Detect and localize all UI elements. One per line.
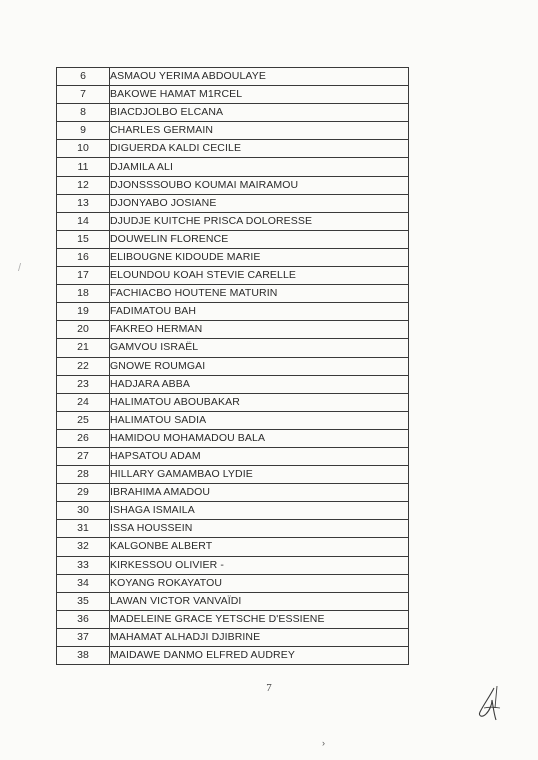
- person-name: ASMAOU YERIMA ABDOULAYE: [110, 68, 409, 86]
- row-number: 15: [57, 230, 110, 248]
- table-row: [57, 158, 409, 176]
- table-row: [57, 466, 409, 484]
- person-name: KOYANG ROKAYATOU: [110, 574, 409, 592]
- person-name: DJAMILA ALI: [110, 158, 409, 176]
- table-row: [57, 484, 409, 502]
- person-name: DJUDJE KUITCHE PRISCA DOLORESSE: [110, 212, 409, 230]
- person-name: ISSA HOUSSEIN: [110, 520, 409, 538]
- person-name: DJONYABO JOSIANE: [110, 194, 409, 212]
- table-row: [57, 140, 409, 158]
- person-name: CHARLES GERMAIN: [110, 122, 409, 140]
- person-name: BIACDJOLBO ELCANA: [110, 104, 409, 122]
- row-number: 28: [57, 466, 110, 484]
- row-number: 13: [57, 194, 110, 212]
- table-row: [57, 122, 409, 140]
- table-row: [57, 538, 409, 556]
- row-number: 6: [57, 68, 110, 86]
- table-row: [57, 230, 409, 248]
- table-row: [57, 339, 409, 357]
- person-name: BAKOWE HAMAT M1RCEL: [110, 86, 409, 104]
- table-row: [57, 194, 409, 212]
- person-name: HADJARA ABBA: [110, 375, 409, 393]
- row-number: 30: [57, 502, 110, 520]
- row-number: 36: [57, 610, 110, 628]
- person-name: LAWAN VICTOR VANVAÏDI: [110, 592, 409, 610]
- person-name: HAPSATOU ADAM: [110, 447, 409, 465]
- row-number: 21: [57, 339, 110, 357]
- name-list-table: [56, 67, 409, 665]
- table-row: [57, 104, 409, 122]
- row-number: 24: [57, 393, 110, 411]
- table-row: [57, 285, 409, 303]
- table-row: [57, 267, 409, 285]
- row-number: 20: [57, 321, 110, 339]
- row-number: 34: [57, 574, 110, 592]
- person-name: GAMVOU ISRAËL: [110, 339, 409, 357]
- row-number: 17: [57, 267, 110, 285]
- page-number: 7: [266, 682, 272, 694]
- row-number: 9: [57, 122, 110, 140]
- margin-pen-mark: /: [18, 262, 22, 274]
- row-number: 29: [57, 484, 110, 502]
- table-row: [57, 176, 409, 194]
- table-row: [57, 393, 409, 411]
- row-number: 31: [57, 520, 110, 538]
- table-row: [57, 447, 409, 465]
- row-number: 16: [57, 248, 110, 266]
- row-number: 14: [57, 212, 110, 230]
- table-row: [57, 556, 409, 574]
- person-name: ELOUNDOU KOAH STEVIE CARELLE: [110, 267, 409, 285]
- person-name: FADIMATOU BAH: [110, 303, 409, 321]
- table-row: [57, 592, 409, 610]
- table-row: [57, 429, 409, 447]
- person-name: KALGONBE ALBERT: [110, 538, 409, 556]
- table-row: [57, 303, 409, 321]
- row-number: 32: [57, 538, 110, 556]
- table-row: [57, 574, 409, 592]
- row-number: 8: [57, 104, 110, 122]
- row-number: 18: [57, 285, 110, 303]
- person-name: KIRKESSOU OLIVIER -: [110, 556, 409, 574]
- table-row: [57, 86, 409, 104]
- row-number: 11: [57, 158, 110, 176]
- row-number: 38: [57, 647, 110, 665]
- row-number: 19: [57, 303, 110, 321]
- person-name: DIGUERDA KALDI CECILE: [110, 140, 409, 158]
- table-row: [57, 411, 409, 429]
- table-row: [57, 321, 409, 339]
- row-number: 26: [57, 429, 110, 447]
- table-row: [57, 375, 409, 393]
- row-number: 22: [57, 357, 110, 375]
- bottom-tick-mark: ›: [322, 738, 325, 748]
- person-name: HALIMATOU ABOUBAKAR: [110, 393, 409, 411]
- signature-mark-icon: [470, 682, 510, 724]
- row-number: 10: [57, 140, 110, 158]
- person-name: GNOWE ROUMGAI: [110, 357, 409, 375]
- person-name: HALIMATOU SADIA: [110, 411, 409, 429]
- person-name: FAKREO HERMAN: [110, 321, 409, 339]
- table-row: [57, 248, 409, 266]
- table-row: [57, 212, 409, 230]
- name-list-body: [57, 68, 409, 665]
- person-name: FACHIACBO HOUTENE MATURIN: [110, 285, 409, 303]
- row-number: 25: [57, 411, 110, 429]
- row-number: 35: [57, 592, 110, 610]
- row-number: 23: [57, 375, 110, 393]
- person-name: DOUWELIN FLORENCE: [110, 230, 409, 248]
- table-row: [57, 357, 409, 375]
- table-row: [57, 502, 409, 520]
- person-name: MAIDAWE DANMO ELFRED AUDREY: [110, 647, 409, 665]
- person-name: ISHAGA ISMAILA: [110, 502, 409, 520]
- table-row: [57, 610, 409, 628]
- person-name: MAHAMAT ALHADJI DJIBRINE: [110, 628, 409, 646]
- table-row: [57, 628, 409, 646]
- person-name: HAMIDOU MOHAMADOU BALA: [110, 429, 409, 447]
- row-number: 37: [57, 628, 110, 646]
- table-row: [57, 68, 409, 86]
- row-number: 33: [57, 556, 110, 574]
- table-row: [57, 647, 409, 665]
- table-row: [57, 520, 409, 538]
- person-name: IBRAHIMA AMADOU: [110, 484, 409, 502]
- person-name: ELIBOUGNE KIDOUDE MARIE: [110, 248, 409, 266]
- row-number: 12: [57, 176, 110, 194]
- row-number: 7: [57, 86, 110, 104]
- person-name: MADELEINE GRACE YETSCHE D'ESSIENE: [110, 610, 409, 628]
- person-name: HILLARY GAMAMBAO LYDIE: [110, 466, 409, 484]
- person-name: DJONSSSOUBO KOUMAI MAIRAMOU: [110, 176, 409, 194]
- row-number: 27: [57, 447, 110, 465]
